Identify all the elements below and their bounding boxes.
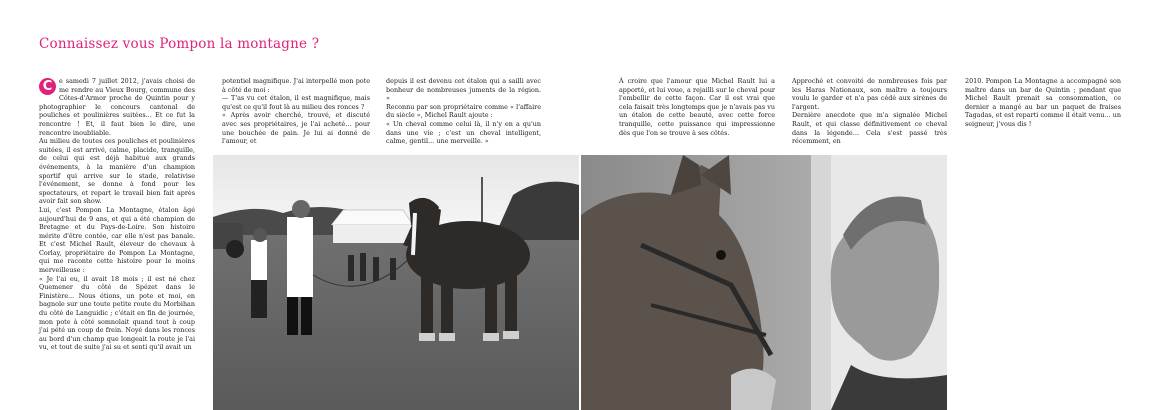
paragraph: « Après avoir cherché, trouvé, et discuté avec ses propriétaires, je l'ai acheté… pour une bouchée de pain. Je lui ai donné de l'amour, et [222,111,370,146]
paragraph: depuis il est devenu cet étalon qui a sailli avec bonheur de nombreuses juments de la région. » [386,77,541,103]
text-column-4 [619,77,775,137]
text-column-6 [965,77,1121,129]
paragraph: « Je l'ai eu, il avait 18 mois ; il est né chez Quemener du côté de Spézet dans le Finistère... Nous étions, un pote et moi, en bagnole sur une toute petite route du Morbihan du côté de Languidic ; c'était en fin de journée, mon pote à côté somnolait quand tout à coup j'ai pété un coup de frein. Noyé dans les ronces au bord d'un champ que longeait la route je l'ai vu, et tout de suite j'ai su et senti qu'il avait un [39,274,195,352]
text-column-3 [386,77,541,146]
drop-cap: C [39,78,56,95]
paragraph: Dernière anecdote que m'a signalée Michel Rault, et qui classe définitivement ce cheval dans la légende… Cela s'est passé très récemment, en [792,111,947,146]
paragraph: À croire que l'amour que Michel Rault lui a apporté, et lui voue, a rejailli sur le cheval pour l'embellir de cette façon. Car il est vrai que cela faisait très longtemps que je n'avais pas vu un étalon de cette beauté, avec cette force tranquille, cette puissance qui impressionne dès que l'on se trouve à ses côtés. [619,77,775,137]
text-column-1 [39,77,195,352]
paragraph: — T'as vu cet étalon, il est magnifique, mais qu'est ce qu'il fout là au milieu des ronces ? [222,94,370,111]
paragraph: Approché et convoité de nombreuses fois par les Haras Nationaux, son maître a toujours voulu le garder et n'a pas cédé aux sirènes de l'argent. [792,77,947,111]
paragraph: potentiel magnifique. J'ai interpellé mon pote à côté de moi : [222,77,370,94]
paragraph: Reconnu par son propriétaire comme « l'affaire du siècle », Michel Rault ajoute : [386,102,541,120]
paragraph: Lui, c'est Pompon La Montagne, étalon âgé aujourd'hui de 9 ans, et qui a été champion de Bretagne et du Pays-de-Loire. Son histoire mérite d'être contée, car elle n'est pas banale. Et c'est Michel Rault, éleveur de chevaux à Corlay, propriétaire de Pompon La Montagne, qui me raconte cette histoire pour le moins merveilleuse : [39,205,195,275]
paragraph: e samedi 7 juillet 2012, j'avais choisi de me rendre au Vieux Bourg, commune des Côtes-d'Armor proche de Quintin pour y photographier le concours cantonal de pouliches et poulinières suitées... Et ce fut la rencontre ! Et, il faut bien le dire, une rencontre inoubliable. [39,77,195,137]
paragraph: 2010. Pompon La Montagne a accompagné son maître dans un bar de Quintin ; pendant que Michel Rault prenait sa consommation, ce dernier a mangé au bar un paquet de fraises Tagadas, et est reparti comme il était venu… un seigneur, j'vous dis ! [965,77,1121,128]
paragraph: Au milieu de toutes ces pouliches et poulinières suitées, il est arrivé, calme, placide, tranquille, de celui qui est déjà habitué aux grands événements, à la manière d'un champion sportif qui arrive sur le stade, relativise l'événement, se donne à fond pour les spectateurs, et repart le travail bien fait après avoir fait son show. [39,137,195,206]
article-title: Connaissez vous Pompon la montagne ? [39,36,320,52]
text-column-2 [222,77,370,146]
text-column-5 [792,77,947,146]
photo-stallion-show [213,155,579,410]
photo-horse-and-owner [581,155,947,410]
paragraph: « Un cheval comme celui là, il n'y en a qu'un dans une vie ; c'est un cheval intelligent, calme, gentil… une merveille. » [386,119,541,146]
